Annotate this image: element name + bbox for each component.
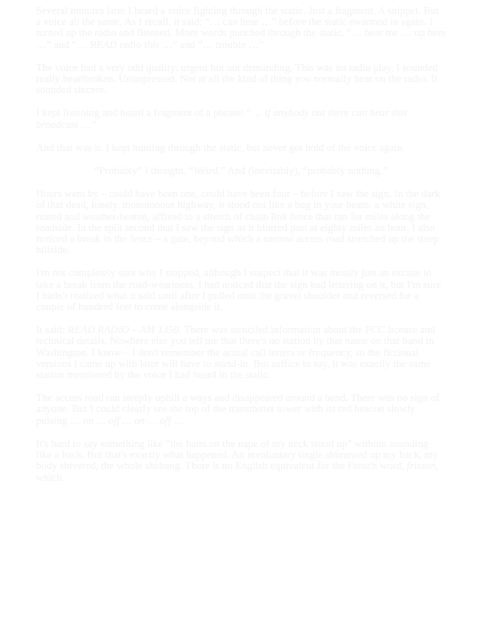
text-segment: It's hard to say something like “the hairs on the nape of my neck stood up” without sounding like a hack. But that's exactly what happened. An involuntary tingle shimmied up my back, my body shivered, the whole shebang. There is no English equivalent for the French word, bbox=[36, 438, 439, 473]
italic-text: READ RADIO – AM 1350 bbox=[67, 325, 179, 337]
paragraph-10 bbox=[36, 439, 446, 484]
paragraph-1 bbox=[36, 6, 446, 51]
text-segment: … bbox=[170, 415, 185, 427]
text-segment: “Probably” I thought. “ bbox=[94, 166, 194, 178]
paragraph-7 bbox=[36, 268, 446, 313]
paragraph-4 bbox=[36, 143, 446, 154]
text-segment: . There was stenciled information about the FCC license and technical details. Nowhere else you tell me that there's no station by that name on that band in Washington. I know – I don't remember the actual call letters or frequency, so the fictional versions I came up with later will have to stand-in. But suffice to say, it was exactly the same station mentioned by the voice I had heard in the static. bbox=[36, 325, 436, 382]
italic-text: this bbox=[144, 39, 160, 51]
paragraph-8 bbox=[36, 325, 446, 381]
text-segment: …” bbox=[77, 119, 96, 131]
italic-text: READ bbox=[89, 39, 117, 51]
italic-text: if anybody out there can hear this broadcast bbox=[36, 108, 408, 131]
text-segment: I kept listening and heard a fragment of a phrase: “… bbox=[36, 108, 265, 120]
paragraph-6 bbox=[36, 189, 446, 256]
text-segment: The voice had a very odd quality: urgent but not demanding. This was no radio play, I sounded really heartbroken. Unimpressed. Not at all the kind of thing you normally hear on the radio. It sounded sincere. bbox=[36, 62, 438, 97]
text-segment: radio bbox=[116, 39, 144, 51]
paragraph-2 bbox=[36, 63, 446, 97]
italic-text: on … off … on … off bbox=[83, 415, 171, 427]
paragraph-3 bbox=[36, 108, 446, 130]
text-segment: Several minutes later I heard a voice fighting through the static. Just a fragment. A snippet. But a voice all the same. As I recall, it said: “… can hear …” before the static swarmed in again. I turned up the radio and listened. More words punched through the static. “… hear me … up here …” and “… bbox=[36, 6, 446, 51]
italic-text: frisson bbox=[406, 461, 436, 473]
text-segment: ” And (inevitably), “probably nothing.” bbox=[220, 166, 388, 178]
text-segment: And that was it. I kept hunting through the static, but never got hold of the voice again. bbox=[36, 142, 405, 154]
text-segment: , which bbox=[36, 461, 439, 484]
text-segment: Hours went by – could have been one, could have been four – before I saw the sign. In the dark of that dead, lonely, monotonous highway, it stood out like a bug in your beam: a white sign, rusted and weather-beaten, affixed to a stretch of chain link fence that ran for miles along the roadside. In the split second that I saw the sign as it blurred past at eighty miles an hour, I also noticed a break in the fence – a gate, beyond which a narrow access road stretched up the steep hillside. bbox=[36, 189, 441, 257]
paragraph-5 bbox=[36, 166, 446, 177]
italic-text: Weird. bbox=[193, 166, 221, 178]
text-segment: I'm not completely sure why I stopped, although I suspect that it was mostly just an excuse to take a break from the road-weariness. I had noticed that the sign had lettering on it, but I'm sure I hadn't realized what it said until after I pulled onto the gravel shoulder and reversed for a couple of hundred feet to come alongside it. bbox=[36, 268, 441, 314]
text-segment: The access road ran steeply uphill a ways and disappeared around a bend. There was no sign of anyone. But I could clearly see the top of the transmitter tower with its red beacon slowly pulsing … bbox=[36, 393, 440, 427]
text-segment: …” and “… trouble …” bbox=[159, 39, 264, 51]
paragraph-9 bbox=[36, 393, 446, 427]
text-segment: It said: bbox=[36, 325, 68, 337]
